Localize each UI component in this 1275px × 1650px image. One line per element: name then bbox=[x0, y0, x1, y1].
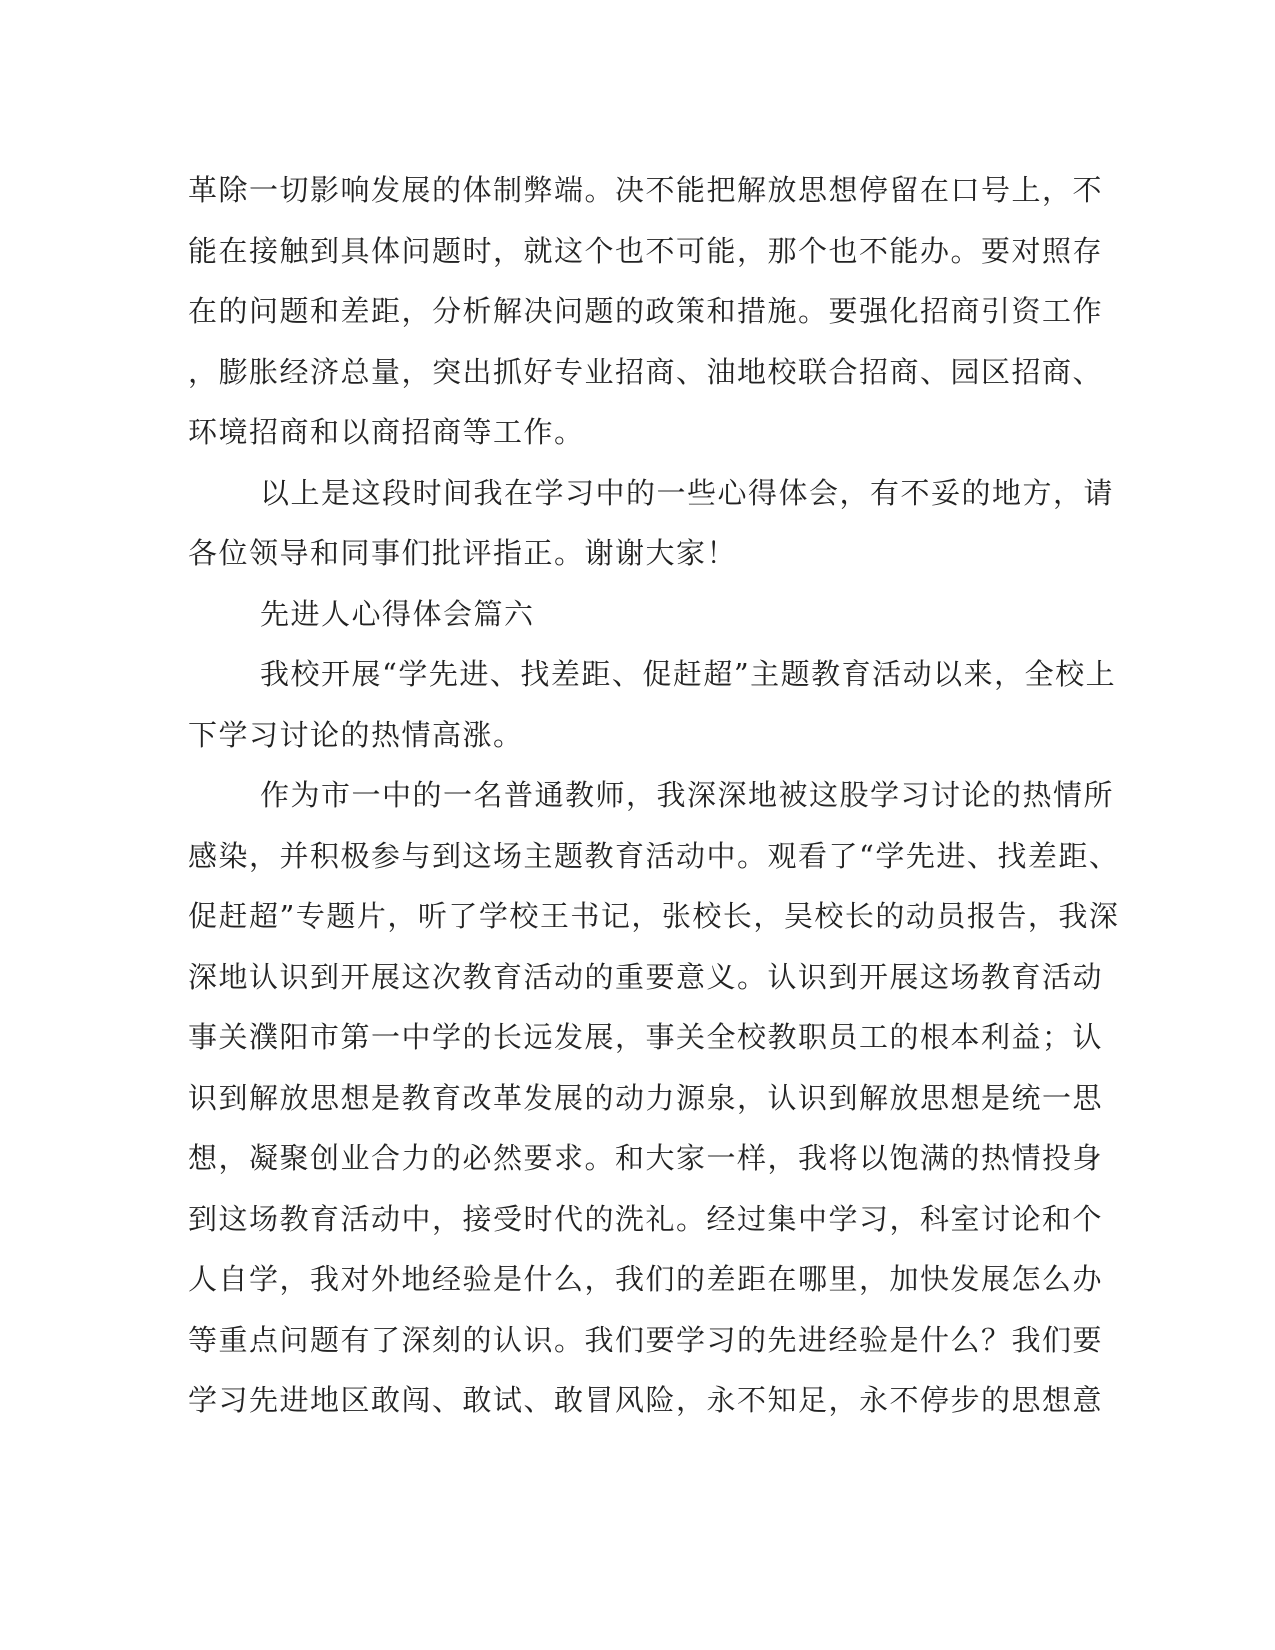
text-line: 人自学，我对外地经验是什么，我们的差距在哪里，加快发展怎么办 bbox=[188, 1262, 1104, 1296]
text-line: 各位领导和同事们批评指正。谢谢大家！ bbox=[188, 536, 738, 570]
text-line: 革除一切影响发展的体制弊端。决不能把解放思想停留在口号上，不 bbox=[188, 173, 1104, 207]
text-line: 等重点问题有了深刻的认识。我们要学习的先进经验是什么？我们要 bbox=[188, 1322, 1104, 1357]
paragraph-intro bbox=[188, 644, 1117, 765]
paragraph-body bbox=[188, 765, 1120, 1431]
paragraph-closing bbox=[188, 463, 1115, 584]
text-line: 能在接触到具体问题时，就这个也不可能，那个也不能办。要对照存 bbox=[188, 233, 1104, 268]
paragraph-continuation bbox=[188, 160, 1104, 463]
text-line: 作为市一中的一名普通教师，我深深地被这股学习讨论的热情所 bbox=[260, 778, 1115, 812]
text-line: 识到解放思想是教育改革发展的动力源泉，认识到解放思想是统一思 bbox=[188, 1080, 1104, 1115]
text-line: 想，凝聚创业合力的必然要求。和大家一样，我将以饱满的热情投身 bbox=[188, 1141, 1104, 1175]
text-line: 下学习讨论的热情高涨。 bbox=[188, 717, 524, 752]
text-line: 我校开展“学先进、找差距、促赶超”主题教育活动以来，全校上 bbox=[260, 657, 1117, 691]
text-line: 学习先进地区敢闯、敢试、敢冒风险，永不知足，永不停步的思想意 bbox=[188, 1383, 1104, 1417]
text-line: 以上是这段时间我在学习中的一些心得体会，有不妥的地方，请 bbox=[260, 475, 1115, 510]
text-line: 感染，并积极参与到这场主题教育活动中。观看了“学先进、找差距、 bbox=[188, 838, 1120, 873]
text-line: 促赶超”专题片，听了学校王书记，张校长，吴校长的动员报告，我深 bbox=[188, 899, 1120, 933]
text-line: 在的问题和差距，分析解决问题的政策和措施。要强化招商引资工作 bbox=[188, 294, 1104, 328]
document-body bbox=[188, 160, 1120, 1431]
text-line: 深地认识到开展这次教育活动的重要意义。认识到开展这场教育活动 bbox=[188, 959, 1104, 994]
section-heading bbox=[188, 584, 1088, 645]
text-line: 事关濮阳市第一中学的长远发展，事关全校教职员工的根本利益；认 bbox=[188, 1020, 1104, 1054]
text-line: 环境招商和以商招商等工作。 bbox=[188, 415, 585, 449]
text-line: ，膨胀经济总量，突出抓好专业招商、油地校联合招商、园区招商、 bbox=[188, 354, 1104, 389]
heading-text: 先进人心得体会篇六 bbox=[260, 596, 535, 631]
text-line: 到这场教育活动中，接受时代的洗礼。经过集中学习，科室讨论和个 bbox=[188, 1201, 1104, 1236]
